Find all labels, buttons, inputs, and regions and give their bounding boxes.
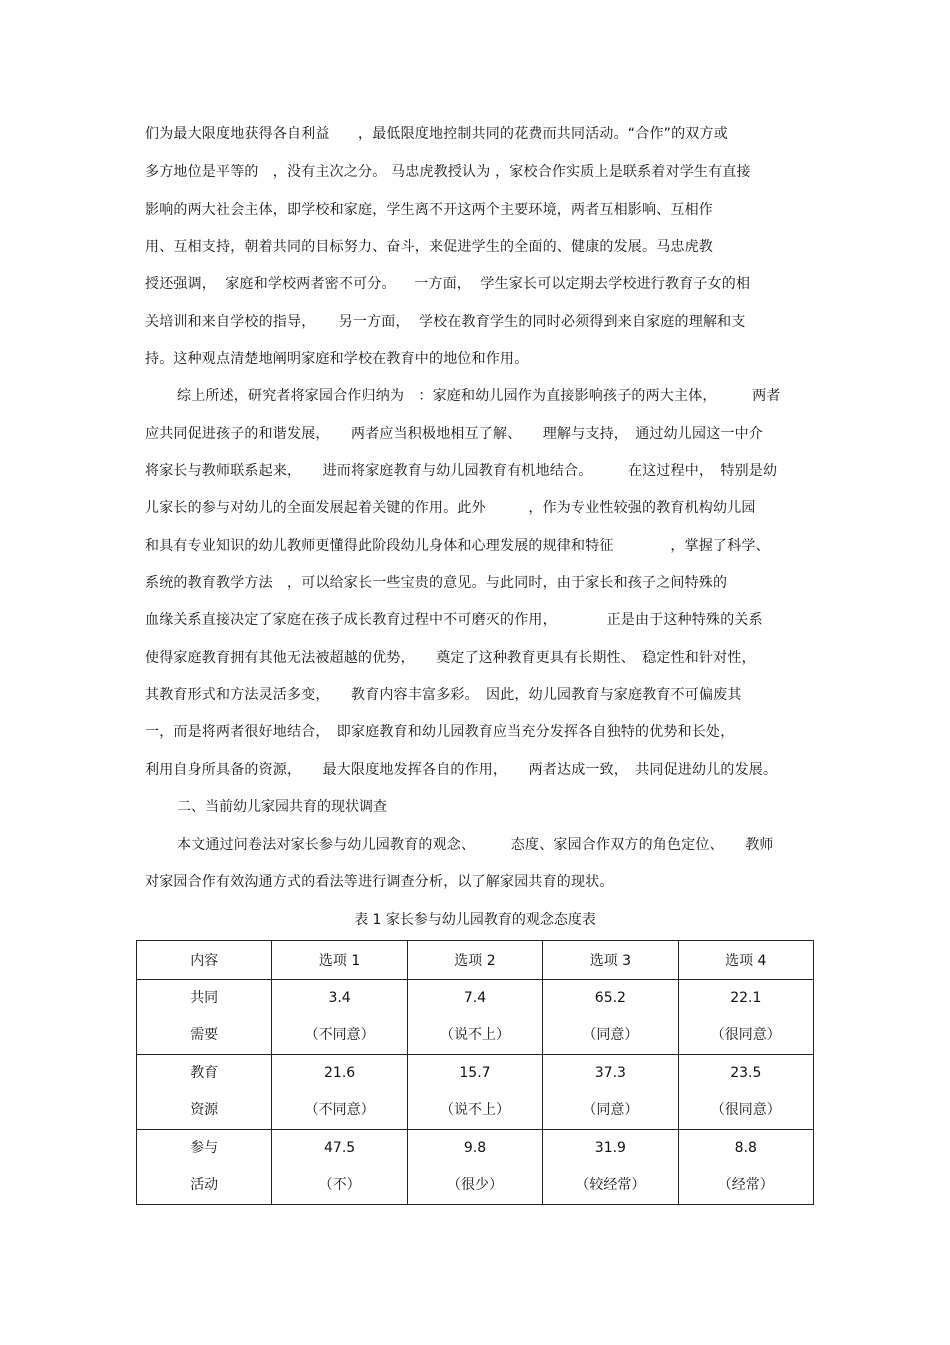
row-label: 资源 — [190, 1102, 219, 1118]
cell-value: 22.1 — [730, 990, 762, 1006]
paragraph-line: 对家园合作有效沟通方式的看法等进行调查分析，以了解家园共育的现状。 — [145, 874, 614, 890]
row-label-cell — [137, 980, 272, 1055]
paragraph-line: 影响的两大社会主体，即学校和家庭，学生离不开这两个主要环境，两者互相影响、互相作 — [145, 202, 713, 218]
cell-value: 15.7 — [459, 1065, 491, 1081]
paragraph-line: 多方地位是平等的 ，没有主次之分。 马忠虎教授认为 ，家校合作实质上是联系着对学生有直接 — [145, 164, 751, 180]
row-label: 共同 — [190, 990, 219, 1006]
cell-note: （不同意） — [304, 1027, 375, 1043]
table-header-cell: 选项 2 — [407, 941, 542, 980]
cell-note: （同意） — [582, 1102, 639, 1118]
table-header-cell: 内容 — [137, 941, 272, 980]
cell-value: 31.9 — [594, 1140, 626, 1156]
cell-value: 9.8 — [463, 1140, 487, 1156]
cell-note: （经常） — [717, 1177, 774, 1193]
cell-value: 65.2 — [594, 990, 626, 1006]
table-cell — [678, 980, 813, 1055]
paragraph-line: 系统的教育教学方法 ，可以给家长一些宝贵的意见。与此同时，由于家长和孩子之间特殊的 — [145, 575, 728, 591]
cell-value: 8.8 — [734, 1140, 757, 1156]
row-label: 教育 — [190, 1065, 219, 1081]
cell-note: （很同意） — [710, 1027, 781, 1043]
paragraph-line: 血缘关系直接决定了家庭在孩子成长教育过程中不可磨灭的作用， 正是由于这种特殊的关系 — [145, 612, 763, 628]
table-cell — [543, 980, 678, 1055]
paragraph-line: 本文通过问卷法对家长参与幼儿园教育的观念、 态度、家园合作双方的角色定位、 教师 — [177, 837, 774, 853]
row-label: 参与 — [190, 1140, 219, 1156]
cell-value: 37.3 — [594, 1065, 626, 1081]
paragraph-line: 应共同促进孩子的和谐发展， 两者应当积极地相互了解、 理解与支持， 通过幼儿园这一中介 — [145, 426, 763, 442]
paragraph-line: 将家长与教师联系起来， 进而将家庭教育与幼儿园教育有机地结合。 在这过程中， 特别是幼 — [145, 463, 778, 479]
row-label-cell — [137, 1130, 272, 1205]
cell-value: 23.5 — [730, 1065, 762, 1081]
cell-note: （同意） — [582, 1027, 639, 1043]
table-cell — [407, 980, 542, 1055]
paragraph-line: 儿家长的参与对幼儿的全面发展起着关键的作用。此外 ，作为专业性较强的教育机构幼儿园 — [145, 500, 756, 516]
cell-value: 21.6 — [324, 1065, 356, 1081]
table-cell — [272, 980, 407, 1055]
survey-table — [136, 940, 814, 1205]
section-heading: 二、当前幼儿家园共育的现状调查 — [177, 799, 387, 815]
table-row — [137, 980, 814, 1055]
table-header-cell: 选项 1 — [272, 941, 407, 980]
paragraph-line: 和具有专业知识的幼儿教师更懂得此阶段幼儿身体和心理发展的规律和特征 ，掌握了科学、 — [145, 538, 770, 554]
paragraph-line: 关培训和来自学校的指导， 另一方面， 学校在教育学生的同时必须得到来自家庭的理解和支 — [145, 314, 746, 330]
paragraph-line: 利用自身所具备的资源， 最大限度地发挥各自的作用， 两者达成一致， 共同促进幼儿的发展。 — [145, 762, 778, 778]
table-cell — [272, 1130, 407, 1205]
row-label: 需要 — [190, 1027, 219, 1043]
table-header-cell: 选项 3 — [543, 941, 678, 980]
table-cell — [407, 1130, 542, 1205]
cell-value: 3.4 — [328, 990, 351, 1006]
paragraph-line: 使得家庭教育拥有其他无法被超越的优势， 奠定了这种教育更具有长期性、 稳定性和针对性， — [145, 650, 756, 666]
table-caption: 表 1 家长参与幼儿园教育的观念态度表 — [354, 912, 596, 928]
cell-note: （很同意） — [710, 1102, 781, 1118]
cell-note: （不） — [318, 1177, 361, 1193]
paragraph-line: 授还强调， 家庭和学校两者密不可分。 一方面， 学生家长可以定期去学校进行教育子女的相 — [145, 276, 751, 292]
paragraph-line: 持。这种观点清楚地阐明家庭和学校在教育中的地位和作用。 — [145, 351, 529, 367]
table-cell — [543, 1130, 678, 1205]
paragraph-line: 们为最大限度地获得各自利益 ，最低限度地控制共同的花费而共同活动。“合作”的双方或 — [145, 126, 728, 142]
table-header-cell: 选项 4 — [678, 941, 813, 980]
paragraph-line: 综上所述，研究者将家园合作归纳为 ：家庭和幼儿园作为直接影响孩子的两大主体， 两者 — [177, 388, 781, 404]
cell-note: （很少） — [446, 1177, 503, 1193]
row-label: 活动 — [190, 1177, 219, 1193]
cell-note: （较经常） — [575, 1177, 646, 1193]
table-row — [137, 1055, 814, 1130]
cell-note: （不同意） — [304, 1102, 375, 1118]
table-cell — [272, 1055, 407, 1130]
table-cell — [407, 1055, 542, 1130]
table-cell — [543, 1055, 678, 1130]
table-cell — [678, 1055, 813, 1130]
paragraph-line: 一，而是将两者很好地结合， 即家庭教育和幼儿园教育应当充分发挥各自独特的优势和长处， — [145, 724, 735, 740]
cell-note: （说不上） — [439, 1102, 510, 1118]
cell-value: 47.5 — [324, 1140, 356, 1156]
paragraph-line: 用、互相支持，朝着共同的目标努力、奋斗，来促进学生的全面的、健康的发展。马忠虎教 — [145, 239, 713, 255]
table-row — [137, 1130, 814, 1205]
cell-note: （说不上） — [439, 1027, 510, 1043]
table-header-row — [137, 941, 814, 980]
row-label-cell — [137, 1055, 272, 1130]
table-cell — [678, 1130, 813, 1205]
paragraph-line: 其教育形式和方法灵活多变， 教育内容丰富多彩。 因此，幼儿园教育与家庭教育不可偏废其 — [145, 687, 742, 703]
cell-value: 7.4 — [463, 990, 487, 1006]
